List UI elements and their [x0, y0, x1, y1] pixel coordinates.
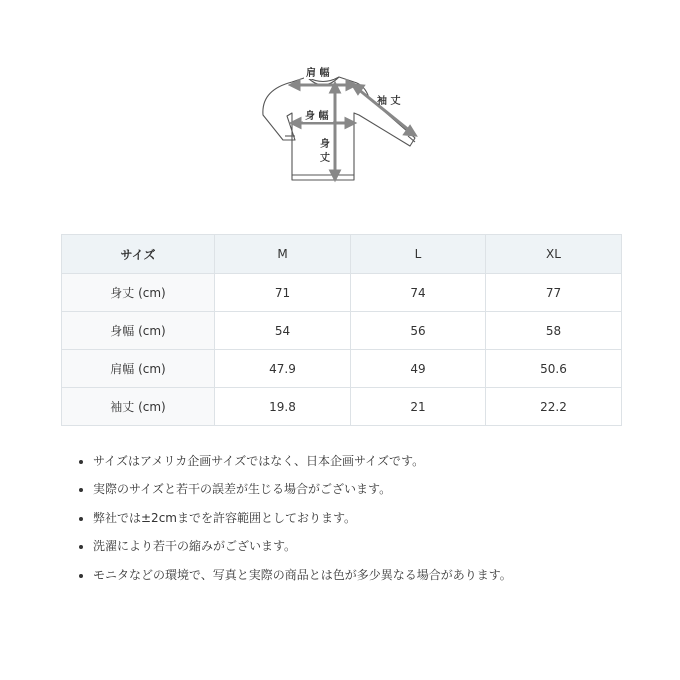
table-cell: 21	[351, 388, 486, 426]
sleeve-length-label: 袖 丈	[377, 96, 401, 107]
header-m: M	[215, 235, 351, 274]
header-xl: XL	[486, 235, 622, 274]
list-item: • 弊社では±2cmまでを許容範囲としております。	[93, 504, 653, 532]
body-width-arrowhead-left	[292, 119, 300, 127]
table-row	[62, 350, 622, 388]
table-row	[62, 274, 622, 312]
size-table	[61, 234, 622, 426]
shoulder-width-label: 肩 幅	[306, 68, 330, 79]
body-width-arrowhead-right	[346, 119, 354, 127]
row-label: 身丈 (cm)	[62, 274, 215, 312]
table-cell: 71	[215, 274, 351, 312]
row-label: 肩幅 (cm)	[62, 350, 215, 388]
table-cell: 74	[351, 274, 486, 312]
long-sleeve-shirt-illustration	[255, 60, 425, 190]
table-cell: 58	[486, 312, 622, 350]
header-l: L	[351, 235, 486, 274]
body-length-arrowhead-bottom	[331, 171, 339, 179]
list-item: • モニタなどの環境で、写真と実際の商品とは色が多少異なる場合があります。	[93, 561, 653, 589]
table-row	[62, 388, 622, 426]
body-width-label: 身 幅	[305, 111, 329, 122]
header-size: サイズ	[62, 235, 215, 274]
table-header-row	[62, 235, 622, 274]
table-cell: 77	[486, 274, 622, 312]
notes-list	[76, 447, 653, 589]
table-cell: 47.9	[215, 350, 351, 388]
list-item: • 洗濯により若干の縮みがございます。	[93, 532, 653, 560]
list-item: • サイズはアメリカ企画サイズではなく、日本企画サイズです。	[93, 447, 653, 475]
table-cell: 54	[215, 312, 351, 350]
row-label: 袖丈 (cm)	[62, 388, 215, 426]
table-cell: 50.6	[486, 350, 622, 388]
garment-measurement-diagram	[255, 60, 425, 190]
row-label: 身幅 (cm)	[62, 312, 215, 350]
body-length-label-bottom: 丈	[320, 153, 330, 164]
table-cell: 56	[351, 312, 486, 350]
list-item: • 実際のサイズと若干の誤差が生じる場合がございます。	[93, 475, 653, 503]
table-row	[62, 312, 622, 350]
table-cell: 49	[351, 350, 486, 388]
table-cell: 19.8	[215, 388, 351, 426]
table-cell: 22.2	[486, 388, 622, 426]
body-length-label-top: 身	[320, 139, 330, 150]
